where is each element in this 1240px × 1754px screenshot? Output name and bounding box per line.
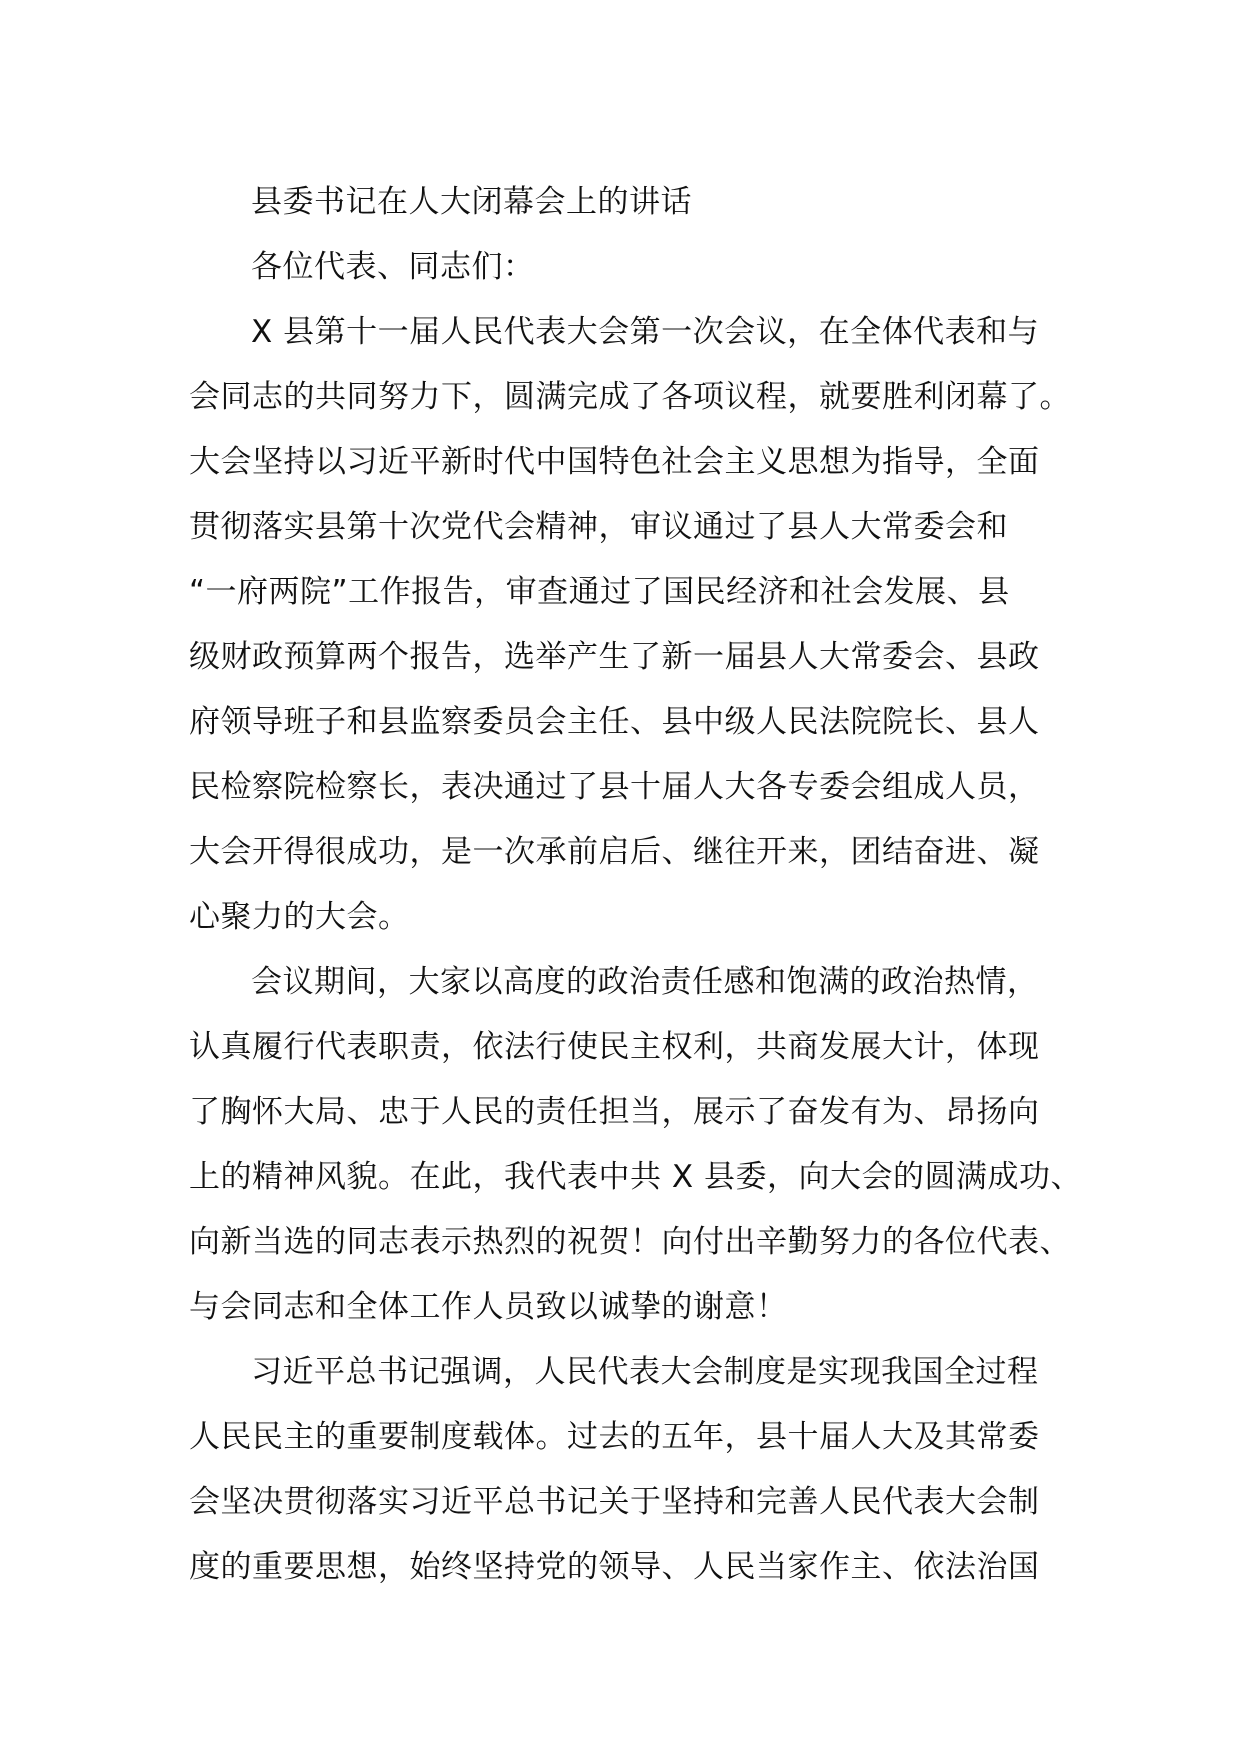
text-line: 府领导班子和县监察委员会主任、县中级人民法院院长、县人 (189, 704, 1040, 740)
text-line: X 县第十一届人民代表大会第一次会议，在全体代表和与 (251, 314, 1040, 350)
text-line: 会同志的共同努力下，圆满完成了各项议程，就要胜利闭幕了。 (189, 379, 1071, 415)
text-line: 上的精神风貌。在此，我代表中共 X 县委，向大会的圆满成功、 (189, 1159, 1082, 1195)
text-line: 度的重要思想，始终坚持党的领导、人民当家作主、依法治国 (189, 1549, 1040, 1585)
text-line: 会议期间，大家以高度的政治责任感和饱满的政治热情， (251, 964, 1039, 1000)
text-line: “一府两院”工作报告，审查通过了国民经济和社会发展、县 (189, 574, 1010, 610)
text-line: 向新当选的同志表示热烈的祝贺！向付出辛勤努力的各位代表、 (189, 1224, 1071, 1260)
paragraph-2 (189, 950, 1082, 1340)
text-line: 了胸怀大局、忠于人民的责任担当，展示了奋发有为、昂扬向 (189, 1094, 1040, 1130)
paragraph-3 (189, 1340, 1069, 1600)
text-line: 人民民主的重要制度载体。过去的五年，县十届人大及其常委 (189, 1419, 1040, 1455)
text-line: 级财政预算两个报告，选举产生了新一届县人大常委会、县政 (189, 639, 1040, 675)
text-line: 会坚决贯彻落实习近平总书记关于坚持和完善人民代表大会制 (189, 1484, 1040, 1520)
salutation: 各位代表、同志们： (251, 249, 535, 285)
text-line: 认真履行代表职责，依法行使民主权利，共商发展大计，体现 (189, 1029, 1040, 1065)
text-line: 贯彻落实县第十次党代会精神，审议通过了县人大常委会和 (189, 509, 1008, 545)
text-line: 心聚力的大会。 (189, 899, 410, 935)
document-body (189, 170, 1082, 1600)
text-line: 大会开得很成功，是一次承前启后、继往开来，团结奋进、凝 (189, 834, 1040, 870)
text-line: 与会同志和全体工作人员致以诚挚的谢意！ (189, 1289, 788, 1325)
text-line: 民检察院检察长，表决通过了县十届人大各专委会组成人员， (189, 769, 1040, 805)
paragraph-1 (189, 300, 1069, 950)
document-title: 县委书记在人大闭幕会上的讲话 (251, 184, 692, 220)
text-line: 大会坚持以习近平新时代中国特色社会主义思想为指导，全面 (189, 444, 1040, 480)
text-line: 习近平总书记强调，人民代表大会制度是实现我国全过程 (251, 1354, 1039, 1390)
